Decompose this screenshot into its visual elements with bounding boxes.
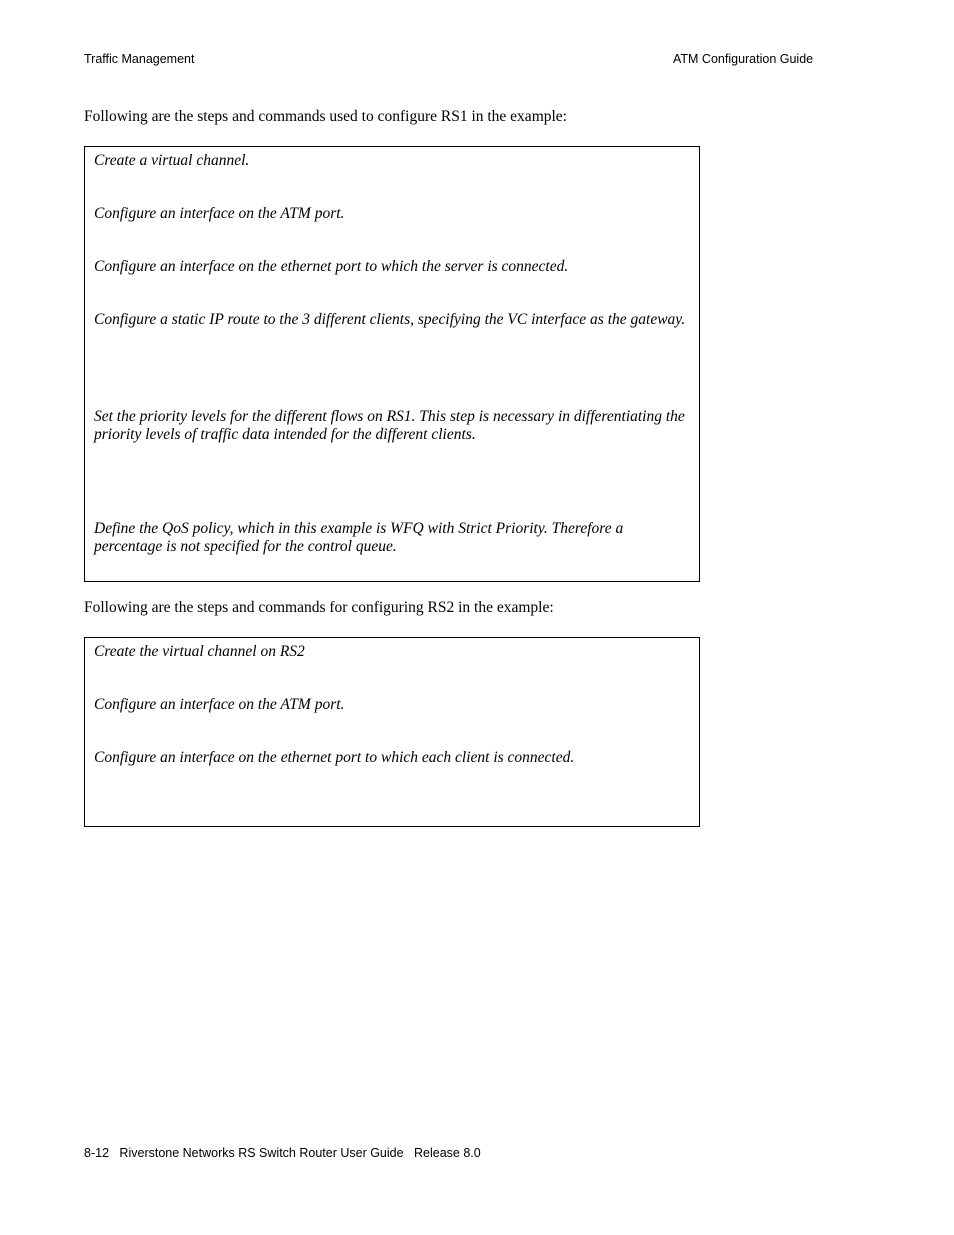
rs2-steps-box (84, 637, 700, 827)
rs1-step-create-vc: Create a virtual channel. (94, 152, 250, 169)
rs1-step-qos-policy: Define the QoS policy, which in this example is WFQ with Strict Priority. Therefore a percentage is not specified for the control queue. (94, 520, 624, 555)
rs1-step-priority-levels: Set the priority levels for the different flows on RS1. This step is necessary in differentiating the priority levels of traffic data intended for the different clients. (94, 408, 685, 443)
rs1-steps-box (84, 146, 700, 582)
rs2-step-atm-interface: Configure an interface on the ATM port. (94, 696, 345, 713)
rs1-step-static-route: Configure a static IP route to the 3 different clients, specifying the VC interface as the gateway. (94, 311, 686, 328)
rs2-step-ethernet-interface: Configure an interface on the ethernet port to which each client is connected. (94, 749, 575, 766)
rs2-intro-paragraph: Following are the steps and commands for configuring RS2 in the example: (84, 599, 554, 616)
rs2-step-create-vc: Create the virtual channel on RS2 (94, 643, 305, 660)
rs1-intro-paragraph: Following are the steps and commands used to configure RS1 in the example: (84, 108, 567, 125)
rs1-step-ethernet-interface: Configure an interface on the ethernet port to which the server is connected. (94, 258, 569, 275)
running-header-guide-title: ATM Configuration Guide (673, 52, 814, 66)
running-header-section: Traffic Management (84, 52, 195, 66)
footer-text: 8-12 Riverstone Networks RS Switch Router User Guide Release 8.0 (84, 1146, 481, 1160)
rs1-step-atm-interface: Configure an interface on the ATM port. (94, 205, 345, 222)
page-footer (84, 1146, 481, 1161)
